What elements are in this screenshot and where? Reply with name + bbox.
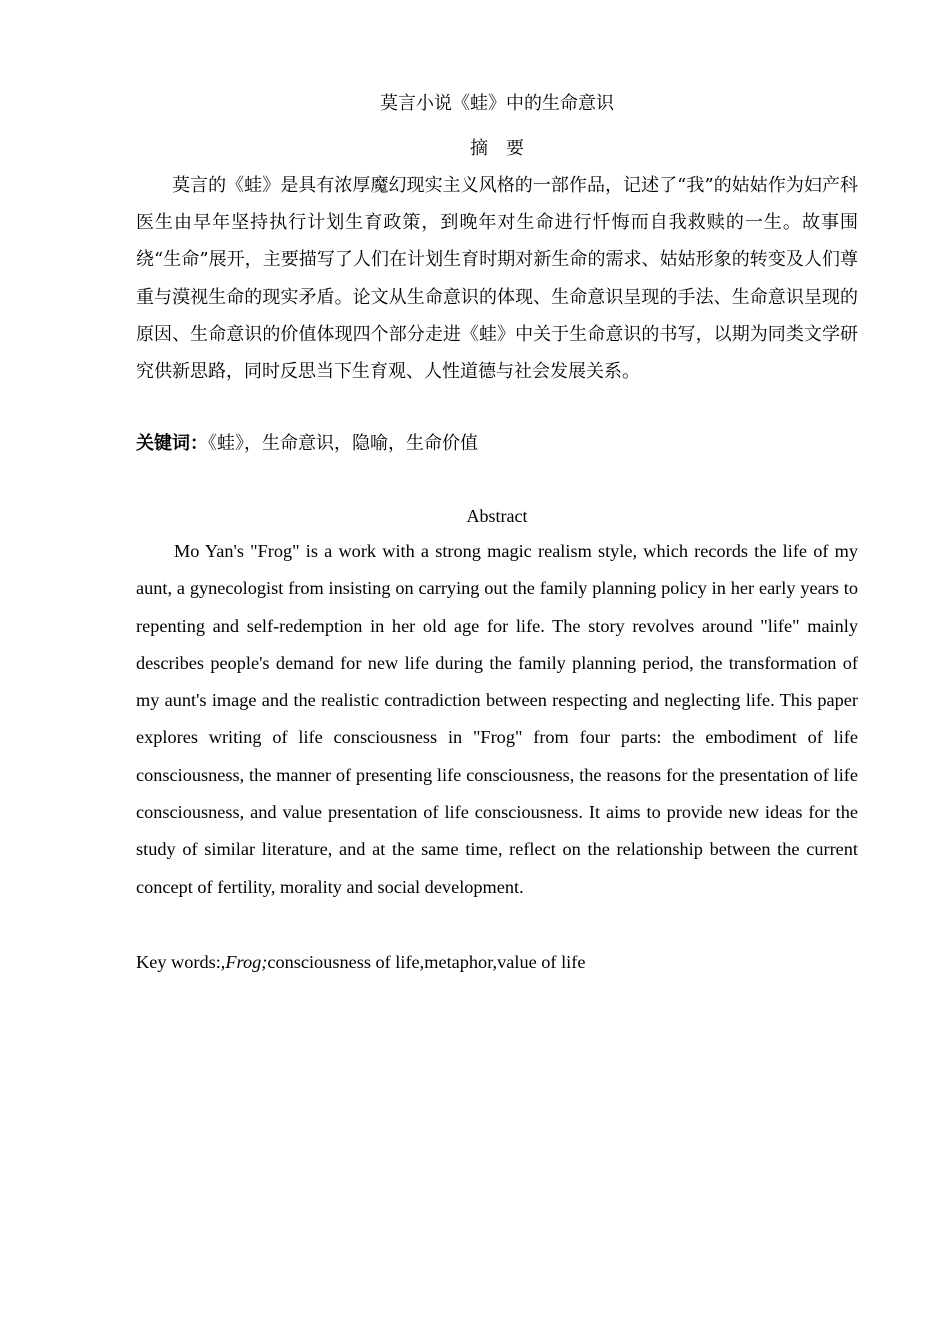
english-abstract-body: Mo Yan's "Frog" is a work with a strong magic realism style, which records the life of my aunt, a gynecologist from insisting on carrying out the family planning policy in her early years to repenting and self-redemption in her old age for life. The story revolves around "life" mainly describes people's demand for new life during the family planning period, the transformation of my aunt's image and the realistic contradiction between respecting and neglecting life. This paper explores writing of life consciousness in "Frog" from four parts: the embodiment of life consciousness, the manner of presenting life consciousness, the reasons for the presentation of life consciousness, and value presentation of life consciousness. It aims to provide new ideas for the study of similar literature, and at the same time, reflect on the relationship between the current concept of fertility, morality and social development. xyxy=(136,541,858,897)
english-keywords-italic: Frog; xyxy=(225,952,268,972)
english-keywords-label: Key words:, xyxy=(136,952,226,972)
chinese-abstract-heading: 摘要 xyxy=(470,138,542,159)
chinese-title: 莫言小说《蛙》中的生命意识 xyxy=(380,93,614,114)
english-keywords xyxy=(136,948,858,976)
chinese-keywords xyxy=(136,428,858,460)
chinese-keywords-values: 《蛙》，生命意识，隐喻，生命价值 xyxy=(208,433,478,454)
chinese-keywords-label: 关键词： xyxy=(136,433,208,454)
chinese-abstract-body: 莫言的《蛙》是具有浓厚魔幻现实主义风格的一部作品，记述了“我”的姑姑作为妇产科医生由早年坚持执行计划生育政策，到晚年对生命进行忏悔而自我救赎的一生。故事围绕“生命”展开，主要描写了人们在计划生育时期对新生命的需求、姑姑形象的转变及人们尊重与漠视生命的现实矛盾。论文从生命意识的体现、生命意识呈现的手法、生命意识呈现的原因、生命意识的价值体现四个部分走进《蛙》中关于生命意识的书写，以期为同类文学研究供新思路，同时反思当下生育观、人性道德与社会发展关系。 xyxy=(136,175,858,383)
english-abstract-heading: Abstract xyxy=(466,506,528,526)
english-keywords-values: consciousness of life,metaphor,value of life xyxy=(267,952,586,972)
